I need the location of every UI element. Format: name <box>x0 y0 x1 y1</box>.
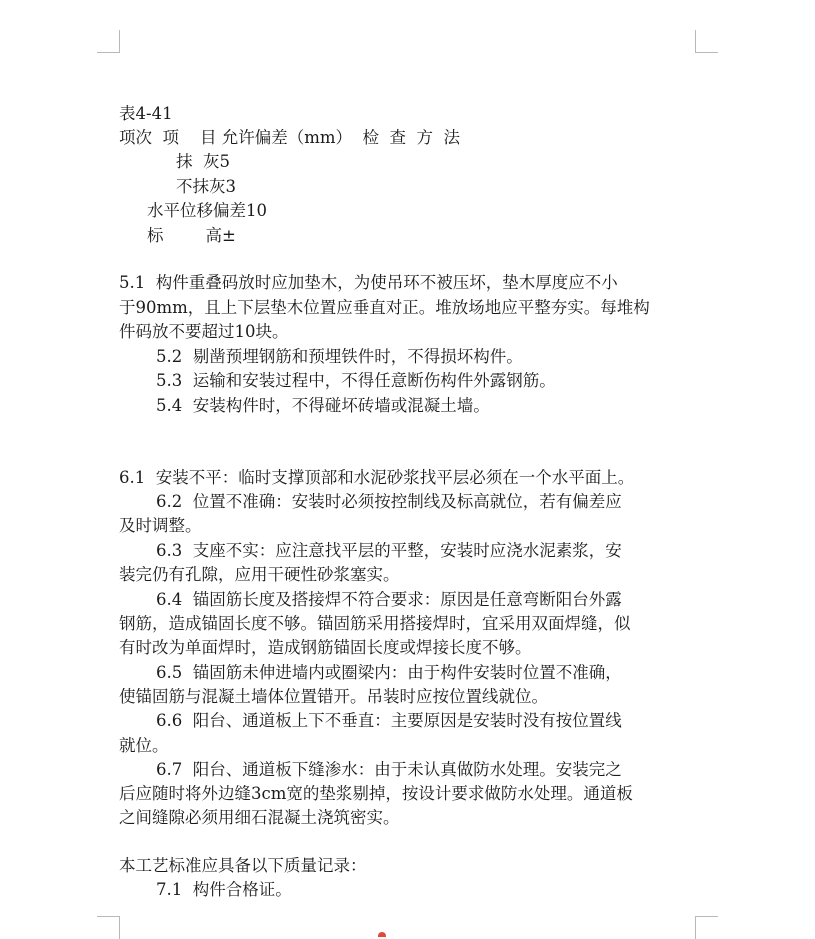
crop-mark-top-right <box>695 30 718 53</box>
paragraph-5-1: 于90mm，且上下层垫木位置应垂直对正。堆放场地应平整夯实。每堆构 <box>119 298 650 317</box>
paragraph-6-5: 使锚固筋与混凝土墙体位置错开。吊装时应按位置线就位。 <box>119 687 548 706</box>
paragraph-5-1: 件码放不要超过10块。 <box>119 322 289 341</box>
table-row: 标 高± <box>147 226 236 245</box>
partial-mark <box>378 932 386 937</box>
paragraph-6-5: 6.5 锚固筋未伸进墙内或圈梁内：由于构件安装时位置不准确， <box>156 663 622 682</box>
paragraph-6-7: 后应随时将外边缝3cm宽的垫浆剔掉，按设计要求做防水处理。通道板 <box>119 784 633 803</box>
paragraph-6-4: 有时改为单面焊时，造成钢筋锚固长度或焊接长度不够。 <box>119 638 532 657</box>
paragraph-5-1: 5.1 构件重叠码放时应加垫木，为使吊环不被压坏，垫木厚度应不小 <box>119 273 618 292</box>
paragraph-6-1: 6.1 安装不平：临时支撑顶部和水泥砂浆找平层必须在一个水平面上。 <box>119 468 635 487</box>
paragraph-5-3: 5.3 运输和安装过程中，不得任意断伤构件外露钢筋。 <box>156 371 556 390</box>
table-row: 不抹灰3 <box>176 177 236 196</box>
paragraph-6-2: 6.2 位置不准确：安装时必须按控制线及标高就位，若有偏差应 <box>156 492 622 511</box>
quality-records-intro: 本工艺标准应具备以下质量记录： <box>119 856 367 875</box>
paragraph-6-3: 6.3 支座不实：应注意找平层的平整，安装时应浇水泥素浆，安 <box>156 541 622 560</box>
paragraph-6-3: 装完仍有孔隙，应用干硬性砂浆塞实。 <box>119 565 400 584</box>
paragraph-6-4: 钢筋，造成锚固长度不够。锚固筋采用搭接焊时，宜采用双面焊缝，似 <box>119 614 631 633</box>
table-row: 水平位移偏差10 <box>147 201 267 220</box>
table-row: 抹 灰5 <box>176 152 230 171</box>
paragraph-5-4: 5.4 安装构件时，不得碰坏砖墙或混凝土墙。 <box>156 396 490 415</box>
table-caption: 表4-41 <box>119 104 173 123</box>
paragraph-6-6: 6.6 阳台、通道板上下不垂直：主要原因是安装时没有按位置线 <box>156 711 622 730</box>
paragraph-6-7: 之间缝隙必须用细石混凝土浇筑密实。 <box>119 808 400 827</box>
crop-mark-top-left <box>97 30 120 53</box>
crop-mark-bottom-left <box>97 916 120 939</box>
paragraph-6-6: 就位。 <box>119 736 169 755</box>
paragraph-5-2: 5.2 剔凿预埋钢筋和预埋铁件时，不得损坏构件。 <box>156 347 523 366</box>
paragraph-6-2: 及时调整。 <box>119 516 202 535</box>
paragraph-6-4: 6.4 锚固筋长度及搭接焊不符合要求：原因是任意弯断阳台外露 <box>156 590 622 609</box>
paragraph-7-1: 7.1 构件合格证。 <box>156 880 292 899</box>
paragraph-6-7: 6.7 阳台、通道板下缝渗水：由于未认真做防水处理。安装完之 <box>156 760 622 779</box>
crop-mark-bottom-right <box>695 916 718 939</box>
table-header: 项次 项 目 允许偏差（mm） 检 查 方 法 <box>119 128 460 147</box>
